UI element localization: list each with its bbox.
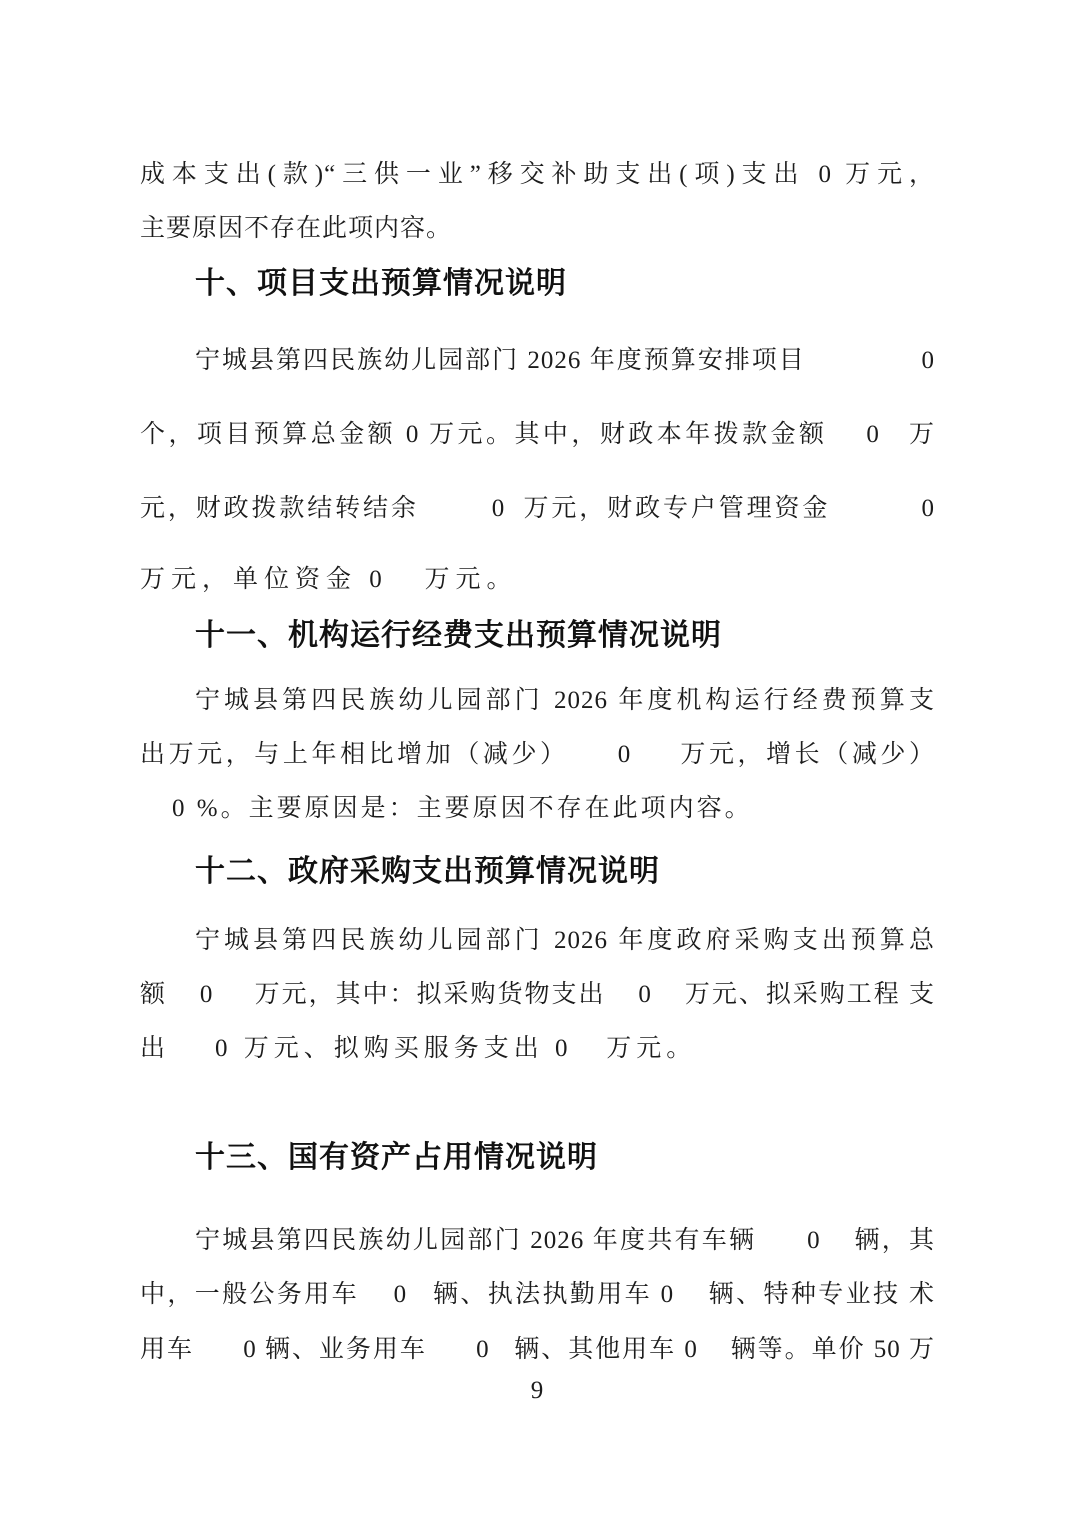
page-number: 9 [530, 1377, 544, 1404]
section-heading-10: 十、项目支出预算情况说明 [195, 267, 567, 300]
paragraph-line: 宁城县第四民族幼儿园部门 2026 年度机构运行经费预算支 [195, 687, 935, 714]
paragraph-line: 成本支出(款)“三供一业”移交补助支出(项)支出 0 万元， [140, 161, 935, 188]
paragraph-line: 万元，单位资金 0 万元。 [140, 566, 518, 593]
paragraph-line: 出 0 万元、拟购买服务支出 0 万元。 [140, 1035, 697, 1062]
section-heading-13: 十三、国有资产占用情况说明 [195, 1141, 598, 1174]
paragraph-line: 主要原因不存在此项内容。 [140, 215, 453, 242]
paragraph-line: 宁城县第四民族幼儿园部门 2026 年度预算安排项目 0 [195, 347, 935, 374]
paragraph-line: 出万元，与上年相比增加（减少） 0 万元，增长（减少） [140, 741, 935, 768]
paragraph-line: 额 0 万元，其中：拟采购货物支出 0 万元、拟采购工程 支 [140, 981, 935, 1008]
paragraph-line: 个，项目预算总金额 0 万元。其中，财政本年拨款金额 0 万 [140, 421, 935, 448]
section-heading-12: 十二、政府采购支出预算情况说明 [195, 855, 660, 888]
paragraph-line: 用车 0 辆、业务用车 0 辆、其他用车 0 辆等。单价 50 万 [140, 1336, 935, 1363]
paragraph-line: 0 %。主要原因是：主要原因不存在此项内容。 [172, 795, 753, 822]
paragraph-line: 宁城县第四民族幼儿园部门 2026 年度共有车辆 0 辆，其 [195, 1227, 935, 1254]
section-heading-11: 十一、机构运行经费支出预算情况说明 [195, 619, 722, 652]
paragraph-line: 宁城县第四民族幼儿园部门 2026 年度政府采购支出预算总 [195, 927, 935, 954]
paragraph-line: 中，一般公务用车 0 辆、执法执勤用车 0 辆、特种专业技 术 [140, 1281, 935, 1308]
paragraph-line: 元，财政拨款结转结余 0 万元，财政专户管理资金 0 [140, 495, 935, 522]
